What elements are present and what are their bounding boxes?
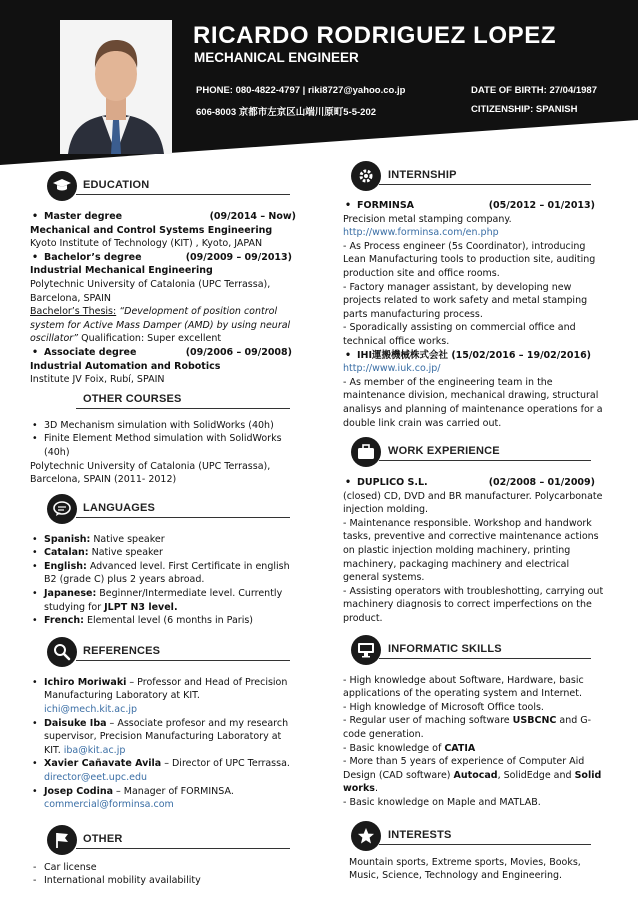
- list-item: • Japanese: Beginner/Intermediate level. Currently studying for JLPT N3 level.: [30, 587, 298, 614]
- job-description: (closed) CD, DVD and BR manufacturer. Polycarbonate injection molding.: [343, 490, 603, 516]
- section-title: EDUCATION: [83, 179, 150, 191]
- job-row: • IHI運搬機械株式会社 (15/02/2016 – 19/02/2016): [343, 349, 605, 363]
- bachelor-thesis: Bachelor’s Thesis: “Development of position control system for Active Mass Damper (AMD) by using neural oscillator” Qualification: Super excellent: [30, 306, 291, 345]
- graduation-cap-icon: [47, 171, 77, 201]
- list-item: • Ichiro Moriwaki – Professor and Head of Precision Manufacturing Laboratory at KIT. ichi@mech.kit.ac.jp: [30, 676, 298, 717]
- job-point: - Assisting operators with troubleshotting, carrying out machinery diagnosis to correct imperfections on the product.: [343, 585, 604, 625]
- internship-heading: [343, 160, 605, 194]
- list-item: - Car license: [30, 861, 298, 875]
- bachelor-field: Industrial Mechanical Engineering: [30, 265, 213, 277]
- briefcase-icon: [351, 437, 381, 467]
- skill-line: - High knowledge about Software, Hardware, basic applications of the operating system and Internet.: [343, 674, 584, 700]
- company-url-link[interactable]: http://www.forminsa.com/en.php: [343, 227, 499, 239]
- list-item: • English: Advanced level. First Certificate in english B2 (grade C) plus 2 years abroad.: [30, 560, 298, 587]
- job-point: - Factory manager assistant, by developing new projects related to work safety and metal stamping parts manufacturing process.: [343, 281, 588, 320]
- list-item: - International mobility availability: [30, 874, 298, 888]
- master-field: Mechanical and Control Systems Engineering: [30, 224, 273, 236]
- languages-content: [30, 533, 298, 628]
- list-item: • Josep Codina – Manager of FORMINSA. commercial@forminsa.com: [30, 785, 298, 812]
- other-courses-heading: [30, 389, 298, 415]
- bachelor-institution: Polytechnic University of Catalonia (UPC Terrassa), Barcelona, SPAIN: [30, 278, 271, 304]
- email-link[interactable]: ichi@mech.kit.ac.jp: [44, 704, 138, 716]
- skill-line: - Basic knowledge on Maple and MATLAB.: [343, 796, 541, 808]
- associate-institution: Institute JV Foix, Rubí, SPAIN: [30, 374, 165, 386]
- list-item: • Daisuke Iba – Associate profesor and my research supervisor, Precision Manufacturing Laboratory at KIT. iba@kit.ac.jp: [30, 717, 298, 758]
- skill-line: - Regular user of maching software USBCNC and G-code generation.: [343, 715, 592, 740]
- other-content: [30, 861, 298, 888]
- star-icon: [351, 821, 381, 851]
- education-heading: [30, 170, 298, 204]
- list-item: • French: Elemental level (6 months in Paris): [30, 614, 298, 628]
- master-degree-row: • Master degree (09/2014 – Now): [30, 210, 298, 224]
- section-title: INTERNSHIP: [388, 169, 457, 181]
- list-item: • 3D Mechanism simulation with SolidWorks (40h): [30, 419, 298, 433]
- citizenship: CITIZENSHIP: SPANISH: [471, 104, 578, 115]
- bachelor-degree-row: • Bachelor’s degree (09/2009 – 09/2013): [30, 251, 298, 265]
- list-item: • Finite Element Method simulation with SolidWorks (40h): [30, 432, 298, 459]
- master-institution: Kyoto Institute of Technology (KIT) , Kyoto, JAPAN: [30, 238, 263, 250]
- section-title: LANGUAGES: [83, 501, 156, 514]
- job-row: • DUPLICO S.L. (02/2008 – 01/2009): [343, 476, 605, 490]
- informatic-skills-heading: [343, 634, 605, 668]
- section-title: INTERESTS: [388, 828, 452, 841]
- profile-photo: [60, 20, 172, 154]
- list-item: • Catalan: Native speaker: [30, 546, 298, 560]
- job-point: - Sporadically assisting on commercial office and technical office works.: [343, 322, 576, 347]
- gear-icon: [351, 161, 381, 191]
- internship-content: [343, 199, 605, 430]
- header: [0, 0, 638, 165]
- references-heading: [30, 636, 298, 670]
- section-title: INFORMATIC SKILLS: [388, 642, 502, 655]
- phone-email: PHONE: 080-4822-4797 | riki8727@yahoo.co.jp: [196, 85, 406, 96]
- job-row: • FORMINSA (05/2012 – 01/2013): [343, 199, 605, 213]
- other-heading: [30, 824, 298, 858]
- job-title: MECHANICAL ENGINEER: [194, 50, 359, 65]
- skill-line: - More than 5 years of experience of Computer Aid Design (CAD software) Autocad, SolidEdge and Solid works.: [343, 756, 602, 795]
- courses-institution: Polytechnic University of Catalonia (UPC Terrassa), Barcelona, SPAIN (2011- 2012): [30, 460, 271, 486]
- list-item: • Xavier Cañavate Avila – Director of UPC Terrassa. director@eet.upc.edu: [30, 757, 298, 784]
- job-description: Precision metal stamping company.: [343, 213, 512, 225]
- job-point: - As Process engineer (5s Coordinator), introducing Lean Manufacturing tools to production site, auditing production site and office rooms.: [343, 240, 596, 279]
- skill-line: - Basic knowledge of CATIA: [343, 742, 476, 754]
- references-content: [30, 676, 298, 812]
- section-title: REFERENCES: [83, 644, 161, 657]
- education-content: [30, 210, 298, 387]
- languages-heading: [30, 493, 298, 527]
- associate-field: Industrial Automation and Robotics: [30, 360, 221, 372]
- company-url-link[interactable]: http://www.iuk.co.jp/: [343, 363, 441, 375]
- left-column: [30, 170, 298, 888]
- interests-heading: [343, 820, 605, 854]
- interests-text: Mountain sports, Extreme sports, Movies, Books, Music, Science, Technology and Engineering.: [349, 856, 581, 882]
- skills-content: [343, 674, 605, 810]
- work-content: [343, 476, 605, 626]
- skill-line: - High knowledge of Microsoft Office tools.: [343, 701, 544, 713]
- list-item: • Spanish: Native speaker: [30, 533, 298, 547]
- section-title: OTHER COURSES: [83, 392, 182, 405]
- flag-icon: [47, 825, 77, 855]
- speech-bubble-icon: [47, 494, 77, 524]
- candidate-name: RICARDO RODRIGUEZ LOPEZ: [193, 22, 557, 49]
- address: 606-8003 京都市左京区山端川原町5-5-202: [196, 107, 377, 118]
- associate-degree-row: • Associate degree (09/2006 – 09/2008): [30, 346, 298, 360]
- section-title: OTHER: [83, 832, 123, 845]
- magnifier-icon: [47, 637, 77, 667]
- job-point: - Maintenance responsible. Workshop and handwork tasks, preventive and corrective maintenance actions on plastic injection molding machinery, printing machinery, packaging machinery and electrical general systems.: [343, 517, 599, 584]
- email-link[interactable]: commercial@forminsa.com: [44, 799, 174, 811]
- work-experience-heading: [343, 436, 605, 470]
- email-link[interactable]: iba@kit.ac.jp: [63, 744, 126, 756]
- right-column: [343, 160, 605, 883]
- other-courses-content: [30, 419, 298, 487]
- date-of-birth: DATE OF BIRTH: 27/04/1987: [471, 85, 598, 96]
- job-point: - As member of the engineering team in the maintenance division, mechanical drawing, structural analisys and planning of maintenance operations for a double link crain was carried out.: [343, 376, 603, 429]
- email-link[interactable]: director@eet.upc.edu: [44, 772, 148, 783]
- monitor-icon: [351, 635, 381, 665]
- section-title: WORK EXPERIENCE: [388, 445, 500, 458]
